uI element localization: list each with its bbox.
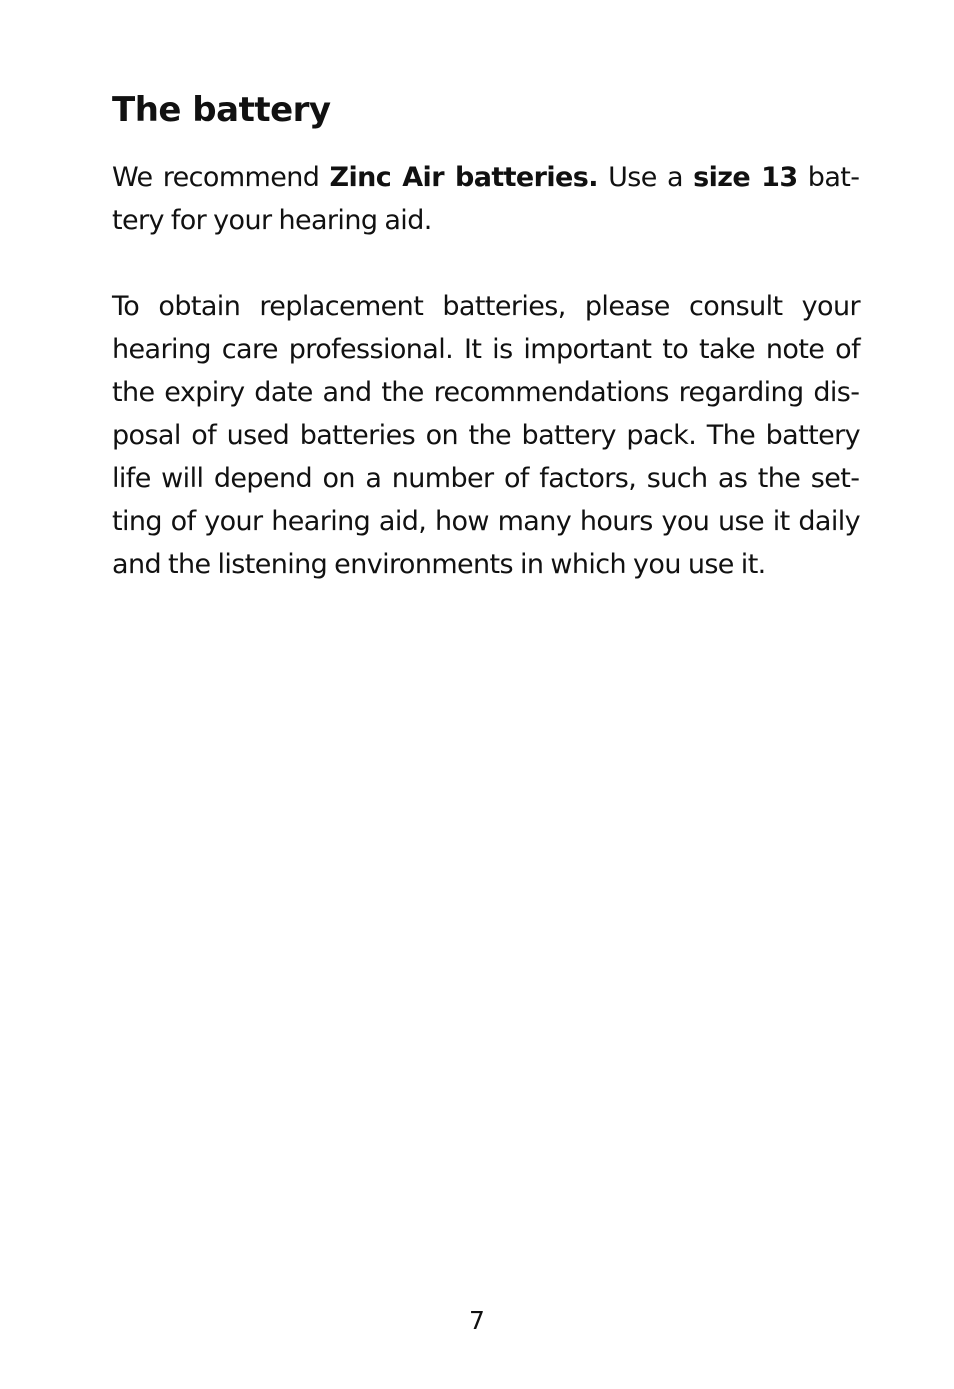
battery-size-bold: size 13 bbox=[693, 162, 798, 193]
text-run: battery for your hearing aid. bbox=[112, 162, 860, 236]
section-battery bbox=[112, 84, 860, 586]
page-number: 7 bbox=[469, 1306, 485, 1335]
battery-type-bold: Zinc Air batteries. bbox=[329, 162, 598, 193]
replacement-info-paragraph: To obtain replacement batteries, please consult your hearing care professional. It is important to take note of the expiry date and the recommendations regarding disposal of used batteries on the battery pack. The battery life will depend on a number of factors, such as the setting of your hearing aid, how many hours you use it daily and the listening environments in which you use it. bbox=[112, 291, 860, 580]
battery-recommendation-paragraph bbox=[112, 156, 860, 242]
text-run: We recommend bbox=[112, 162, 330, 193]
text-run: Use a bbox=[597, 162, 694, 193]
section-heading: The battery bbox=[112, 90, 331, 130]
